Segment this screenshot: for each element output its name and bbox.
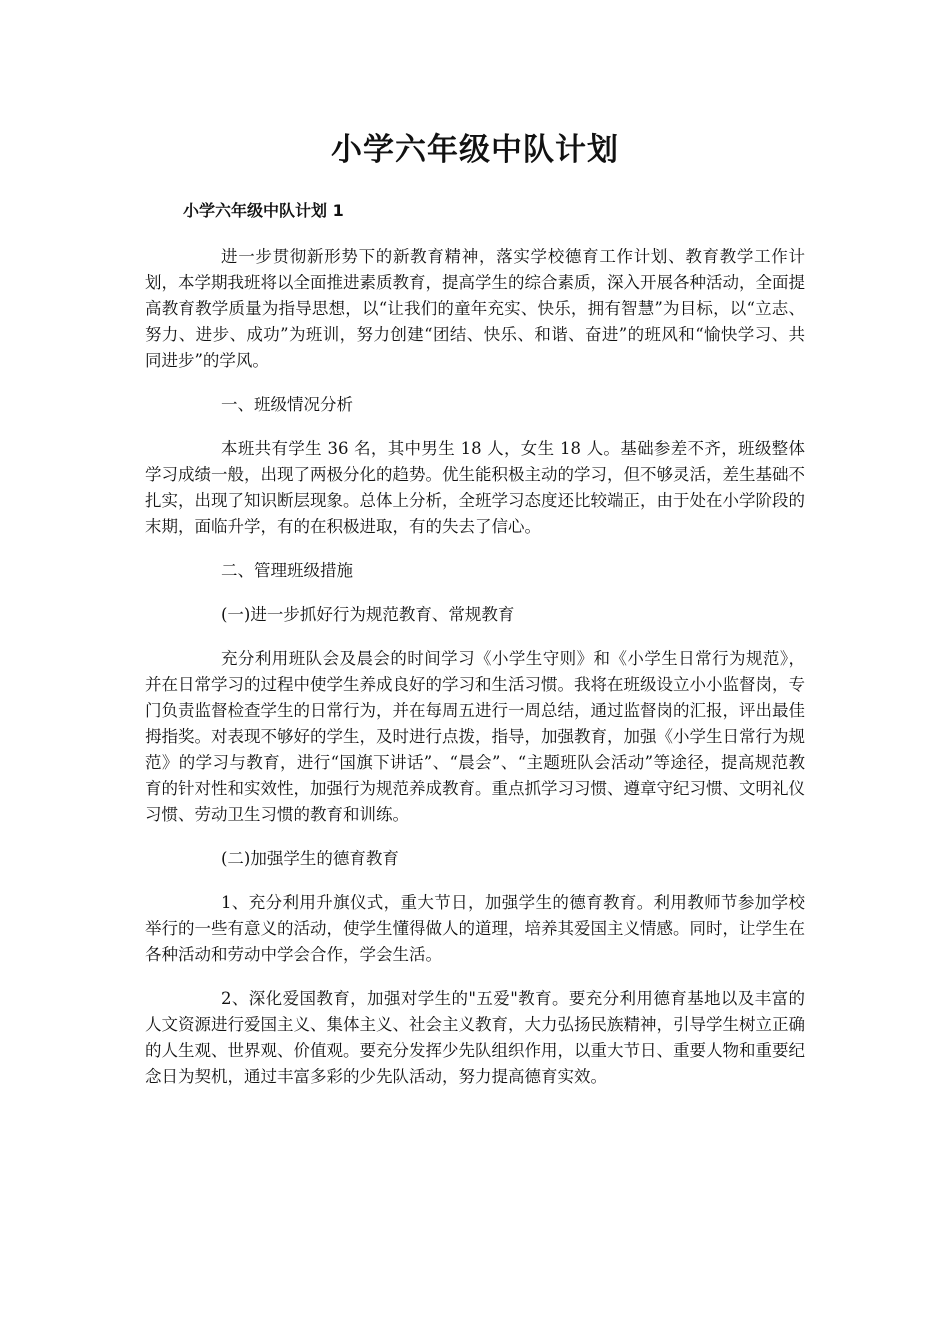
- document-body: [145, 244, 805, 1108]
- document-title: 小学六年级中队计划: [331, 132, 619, 168]
- heading-management-measures: 二、管理班级措施: [221, 561, 353, 580]
- paragraph-intro: 进一步贯彻新形势下的新教育精神，落实学校德育工作计划、教育教学工作计划，本学期我班将以全面推进素质教育，提高学生的综合素质，深入开展各种活动，全面提高教育教学质量为指导思想，以“让我们的童年充实、快乐，拥有智慧”为目标，以“立志、努力、进步、成功”为班训，努力创建“团结、快乐、和谐、奋进”的班风和“愉快学习、共同进步”的学风。: [145, 247, 805, 370]
- subheading-moral-education: (二)加强学生的德育教育: [221, 849, 399, 868]
- paragraph-moral-education-1: 1、充分利用升旗仪式，重大节日，加强学生的德育教育。利用教师节参加学校举行的一些有意义的活动，使学生懂得做人的道理，培养其爱国主义情感。同时，让学生在各种活动和劳动中学会合作，学会生活。: [145, 893, 805, 964]
- paragraph-class-analysis: 本班共有学生 36 名，其中男生 18 人，女生 18 人。基础参差不齐，班级整体学习成绩一般，出现了两极分化的趋势。优生能积极主动的学习，但不够灵活，差生基础不扎实，出现了知识断层现象。总体上分析，全班学习态度还比较端正，由于处在小学阶段的末期，面临升学，有的在积极进取，有的失去了信心。: [145, 439, 805, 536]
- subheading-behavior-education: (一)进一步抓好行为规范教育、常规教育: [221, 605, 515, 624]
- heading-class-analysis: 一、班级情况分析: [221, 395, 353, 414]
- paragraph-moral-education-2: 2、深化爱国教育，加强对学生的"五爱"教育。要充分利用德育基地以及丰富的人文资源进行爱国主义、集体主义、社会主义教育，大力弘扬民族精神，引导学生树立正确的人生观、世界观、价值观。要充分发挥少先队组织作用，以重大节日、重要人物和重要纪念日为契机，通过丰富多彩的少先队活动，努力提高德育实效。: [145, 989, 805, 1086]
- section-title: 小学六年级中队计划 1: [183, 201, 344, 220]
- paragraph-behavior-education: 充分利用班队会及晨会的时间学习《小学生守则》和《小学生日常行为规范》，并在日常学习的过程中使学生养成良好的学习和生活习惯。我将在班级设立小小监督岗，专门负责监督检查学生的日常行为，并在每周五进行一周总结，通过监督岗的汇报，评出最佳拇指奖。对表现不够好的学生，及时进行点拨，指导，加强教育，加强《小学生日常行为规范》的学习与教育，进行“国旗下讲话”、“晨会”、“主题班队会活动”等途径，提高规范教育的针对性和实效性，加强行为规范养成教育。重点抓学习习惯、遵章守纪习惯、文明礼仪习惯、劳动卫生习惯的教育和训练。: [145, 649, 805, 824]
